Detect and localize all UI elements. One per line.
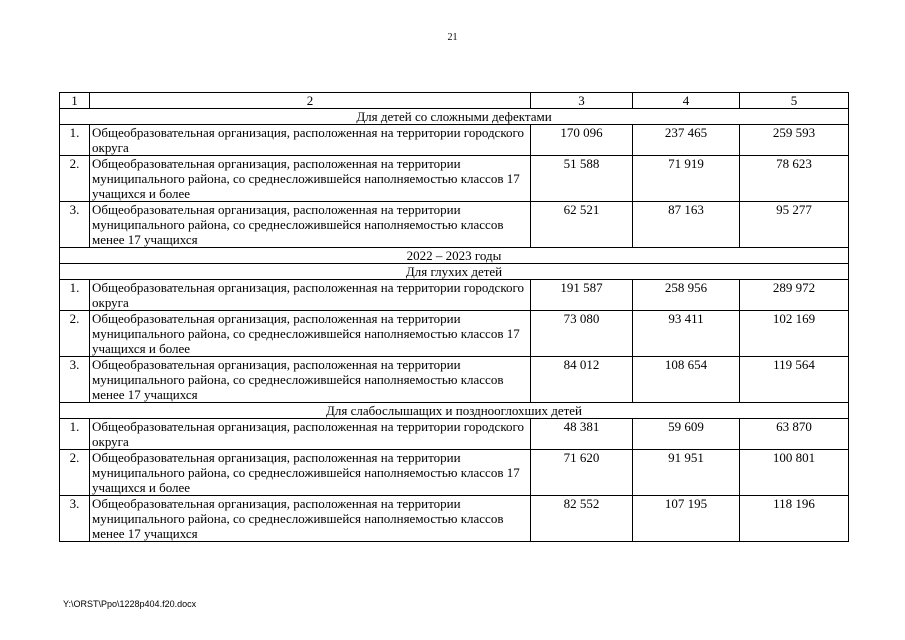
value-col-4: 237 465: [633, 125, 740, 156]
table-row: [60, 156, 849, 202]
row-number: 2.: [60, 311, 90, 357]
value-col-5: 119 564: [740, 357, 849, 403]
section-title-row: [60, 403, 849, 419]
value-col-5: 100 801: [740, 450, 849, 496]
row-number: 3.: [60, 202, 90, 248]
value-col-5: 259 593: [740, 125, 849, 156]
tariff-table: [59, 92, 849, 542]
row-description: Общеобразовательная организация, расположенная на территории муниципального района, со среднесложившейся наполняемостью классов менее 17 учащихся: [90, 357, 531, 403]
row-number: 2.: [60, 450, 90, 496]
value-col-4: 91 951: [633, 450, 740, 496]
value-col-3: 73 080: [531, 311, 633, 357]
value-col-5: 102 169: [740, 311, 849, 357]
header-cell: 1: [60, 93, 90, 109]
table-row: [60, 419, 849, 450]
row-number: 2.: [60, 156, 90, 202]
row-number: 3.: [60, 357, 90, 403]
section-title: Для слабослышащих и позднооглохших детей: [60, 403, 849, 419]
row-description: Общеобразовательная организация, расположенная на территории городского округа: [90, 280, 531, 311]
table-header-row: [60, 93, 849, 109]
value-col-4: 108 654: [633, 357, 740, 403]
value-col-3: 191 587: [531, 280, 633, 311]
value-col-3: 71 620: [531, 450, 633, 496]
file-path-footer: Y:\ORST\Ppo\1228p404.f20.docx: [63, 599, 197, 609]
row-description: Общеобразовательная организация, расположенная на территории городского округа: [90, 125, 531, 156]
section-title: 2022 – 2023 годы: [60, 248, 849, 264]
value-col-5: 63 870: [740, 419, 849, 450]
value-col-4: 59 609: [633, 419, 740, 450]
value-col-3: 84 012: [531, 357, 633, 403]
value-col-3: 62 521: [531, 202, 633, 248]
value-col-3: 82 552: [531, 496, 633, 542]
value-col-3: 170 096: [531, 125, 633, 156]
section-title-row: [60, 109, 849, 125]
table-row: [60, 311, 849, 357]
value-col-4: 258 956: [633, 280, 740, 311]
value-col-5: 78 623: [740, 156, 849, 202]
row-description: Общеобразовательная организация, расположенная на территории муниципального района, со среднесложившейся наполняемостью классов менее 17 учащихся: [90, 202, 531, 248]
value-col-3: 51 588: [531, 156, 633, 202]
header-cell: 5: [740, 93, 849, 109]
table-row: [60, 496, 849, 542]
page-number: 21: [447, 32, 458, 43]
table-body: [60, 93, 849, 542]
row-description: Общеобразовательная организация, расположенная на территории муниципального района, со среднесложившейся наполняемостью классов 17 учащихся и более: [90, 156, 531, 202]
table-row: [60, 357, 849, 403]
value-col-5: 289 972: [740, 280, 849, 311]
header-cell: 2: [90, 93, 531, 109]
value-col-4: 93 411: [633, 311, 740, 357]
row-number: 3.: [60, 496, 90, 542]
row-description: Общеобразовательная организация, расположенная на территории муниципального района, со среднесложившейся наполняемостью классов менее 17 учащихся: [90, 496, 531, 542]
section-subtitle-row: [60, 264, 849, 280]
row-description: Общеобразовательная организация, расположенная на территории городского округа: [90, 419, 531, 450]
table-row: [60, 280, 849, 311]
value-col-4: 107 195: [633, 496, 740, 542]
row-description: Общеобразовательная организация, расположенная на территории муниципального района, со среднесложившейся наполняемостью классов 17 учащихся и более: [90, 311, 531, 357]
row-number: 1.: [60, 280, 90, 311]
table-row: [60, 202, 849, 248]
header-cell: 4: [633, 93, 740, 109]
value-col-5: 95 277: [740, 202, 849, 248]
row-number: 1.: [60, 419, 90, 450]
table-row: [60, 125, 849, 156]
header-cell: 3: [531, 93, 633, 109]
value-col-3: 48 381: [531, 419, 633, 450]
value-col-4: 87 163: [633, 202, 740, 248]
value-col-5: 118 196: [740, 496, 849, 542]
section-title-row: [60, 248, 849, 264]
row-number: 1.: [60, 125, 90, 156]
value-col-4: 71 919: [633, 156, 740, 202]
row-description: Общеобразовательная организация, расположенная на территории муниципального района, со среднесложившейся наполняемостью классов 17 учащихся и более: [90, 450, 531, 496]
table-row: [60, 450, 849, 496]
section-title: Для детей со сложными дефектами: [60, 109, 849, 125]
section-subtitle: Для глухих детей: [60, 264, 849, 280]
